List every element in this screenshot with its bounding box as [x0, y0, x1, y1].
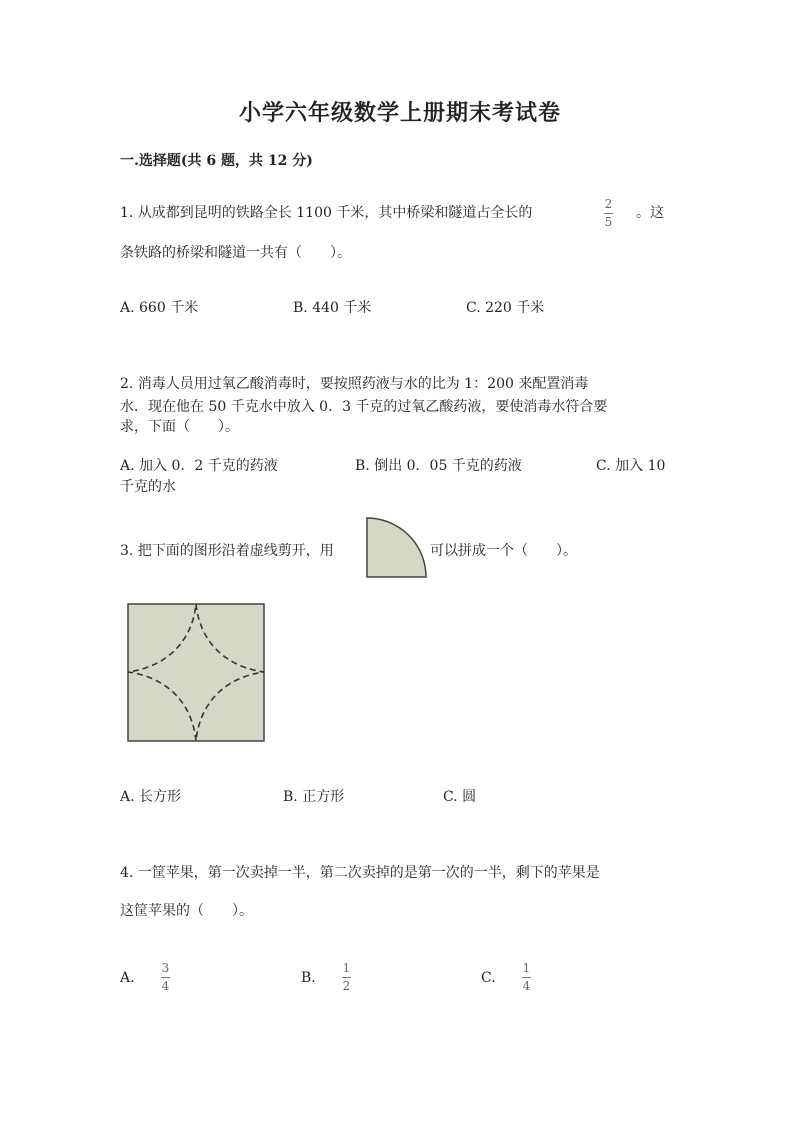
fraction-bar — [604, 213, 613, 214]
question-3-option-b[interactable]: B. 正方形 — [283, 789, 345, 805]
question-4-option-c[interactable]: C. — [481, 970, 496, 986]
question-2-option-c[interactable]: C. 加入 10 — [596, 458, 666, 474]
fraction-numerator: 2 — [604, 197, 613, 211]
fraction-numerator: 3 — [161, 961, 170, 975]
question-2-line-1: 2. 消毒人员用过氧乙酸消毒时，要按照药液与水的比为 1：200 来配置消毒 — [120, 376, 589, 392]
question-4-option-a-fraction — [161, 962, 170, 992]
question-1-text: 1. 从成都到昆明的铁路全长 1100 千米，其中桥梁和隧道占全长的 — [120, 205, 533, 221]
question-2-line-3: 求，下面（ ）。 — [120, 419, 239, 435]
page-title: 小学六年级数学上册期末考试卷 — [238, 100, 561, 126]
question-1-fraction — [604, 198, 613, 228]
question-2-line-2: 水．现在他在 50 千克水中放入 0．3 千克的过氧乙酸药液，要使消毒水符合要 — [120, 399, 608, 415]
fraction-numerator: 1 — [522, 961, 531, 975]
fraction-bar — [161, 977, 170, 978]
question-1-line-2: 条铁路的桥梁和隧道一共有（ ）。 — [120, 245, 351, 261]
question-2-option-a[interactable]: A. 加入 0．2 千克的药液 — [120, 458, 278, 474]
fraction-numerator: 1 — [342, 961, 351, 975]
fraction-bar — [342, 977, 351, 978]
question-4-option-b[interactable]: B. — [301, 970, 316, 986]
question-1-option-a[interactable]: A. 660 千米 — [120, 300, 199, 316]
question-1-line-1 — [120, 202, 532, 222]
fraction-bar — [522, 977, 531, 978]
section-heading: 一.选择题(共 6 题，共 12 分) — [120, 153, 313, 169]
quarter-circle-shape — [367, 518, 426, 577]
square-shape — [128, 604, 264, 741]
question-3-text-end: 可以拼成一个（ ）。 — [430, 543, 577, 559]
question-3-option-a[interactable]: A. 长方形 — [120, 789, 182, 805]
question-2-option-c-cont: 千克的水 — [120, 479, 176, 495]
question-1-option-b[interactable]: B. 440 千米 — [293, 300, 372, 316]
question-1-text-end: 。这 — [636, 205, 664, 221]
fraction-denominator: 4 — [161, 979, 170, 993]
question-3-option-c[interactable]: C. 圆 — [443, 789, 477, 805]
fraction-denominator: 2 — [342, 979, 351, 993]
question-4-option-c-fraction — [522, 962, 531, 992]
question-3-text: 3. 把下面的图形沿着虚线剪开，用 — [120, 543, 334, 559]
question-2-option-b[interactable]: B. 倒出 0．05 千克的药液 — [355, 458, 522, 474]
question-4-option-a[interactable]: A. — [120, 970, 135, 986]
question-1-option-c[interactable]: C. 220 千米 — [466, 300, 545, 316]
question-4-option-b-fraction — [342, 962, 351, 992]
fraction-denominator: 4 — [522, 979, 531, 993]
quarter-circle-figure — [366, 517, 428, 579]
square-cut-figure — [127, 603, 265, 742]
fraction-denominator: 5 — [604, 215, 613, 229]
question-4-line-2: 这筐苹果的（ ）。 — [120, 903, 253, 919]
question-4-line-1: 4. 一筐苹果，第一次卖掉一半，第二次卖掉的是第一次的一半，剩下的苹果是 — [120, 865, 600, 881]
